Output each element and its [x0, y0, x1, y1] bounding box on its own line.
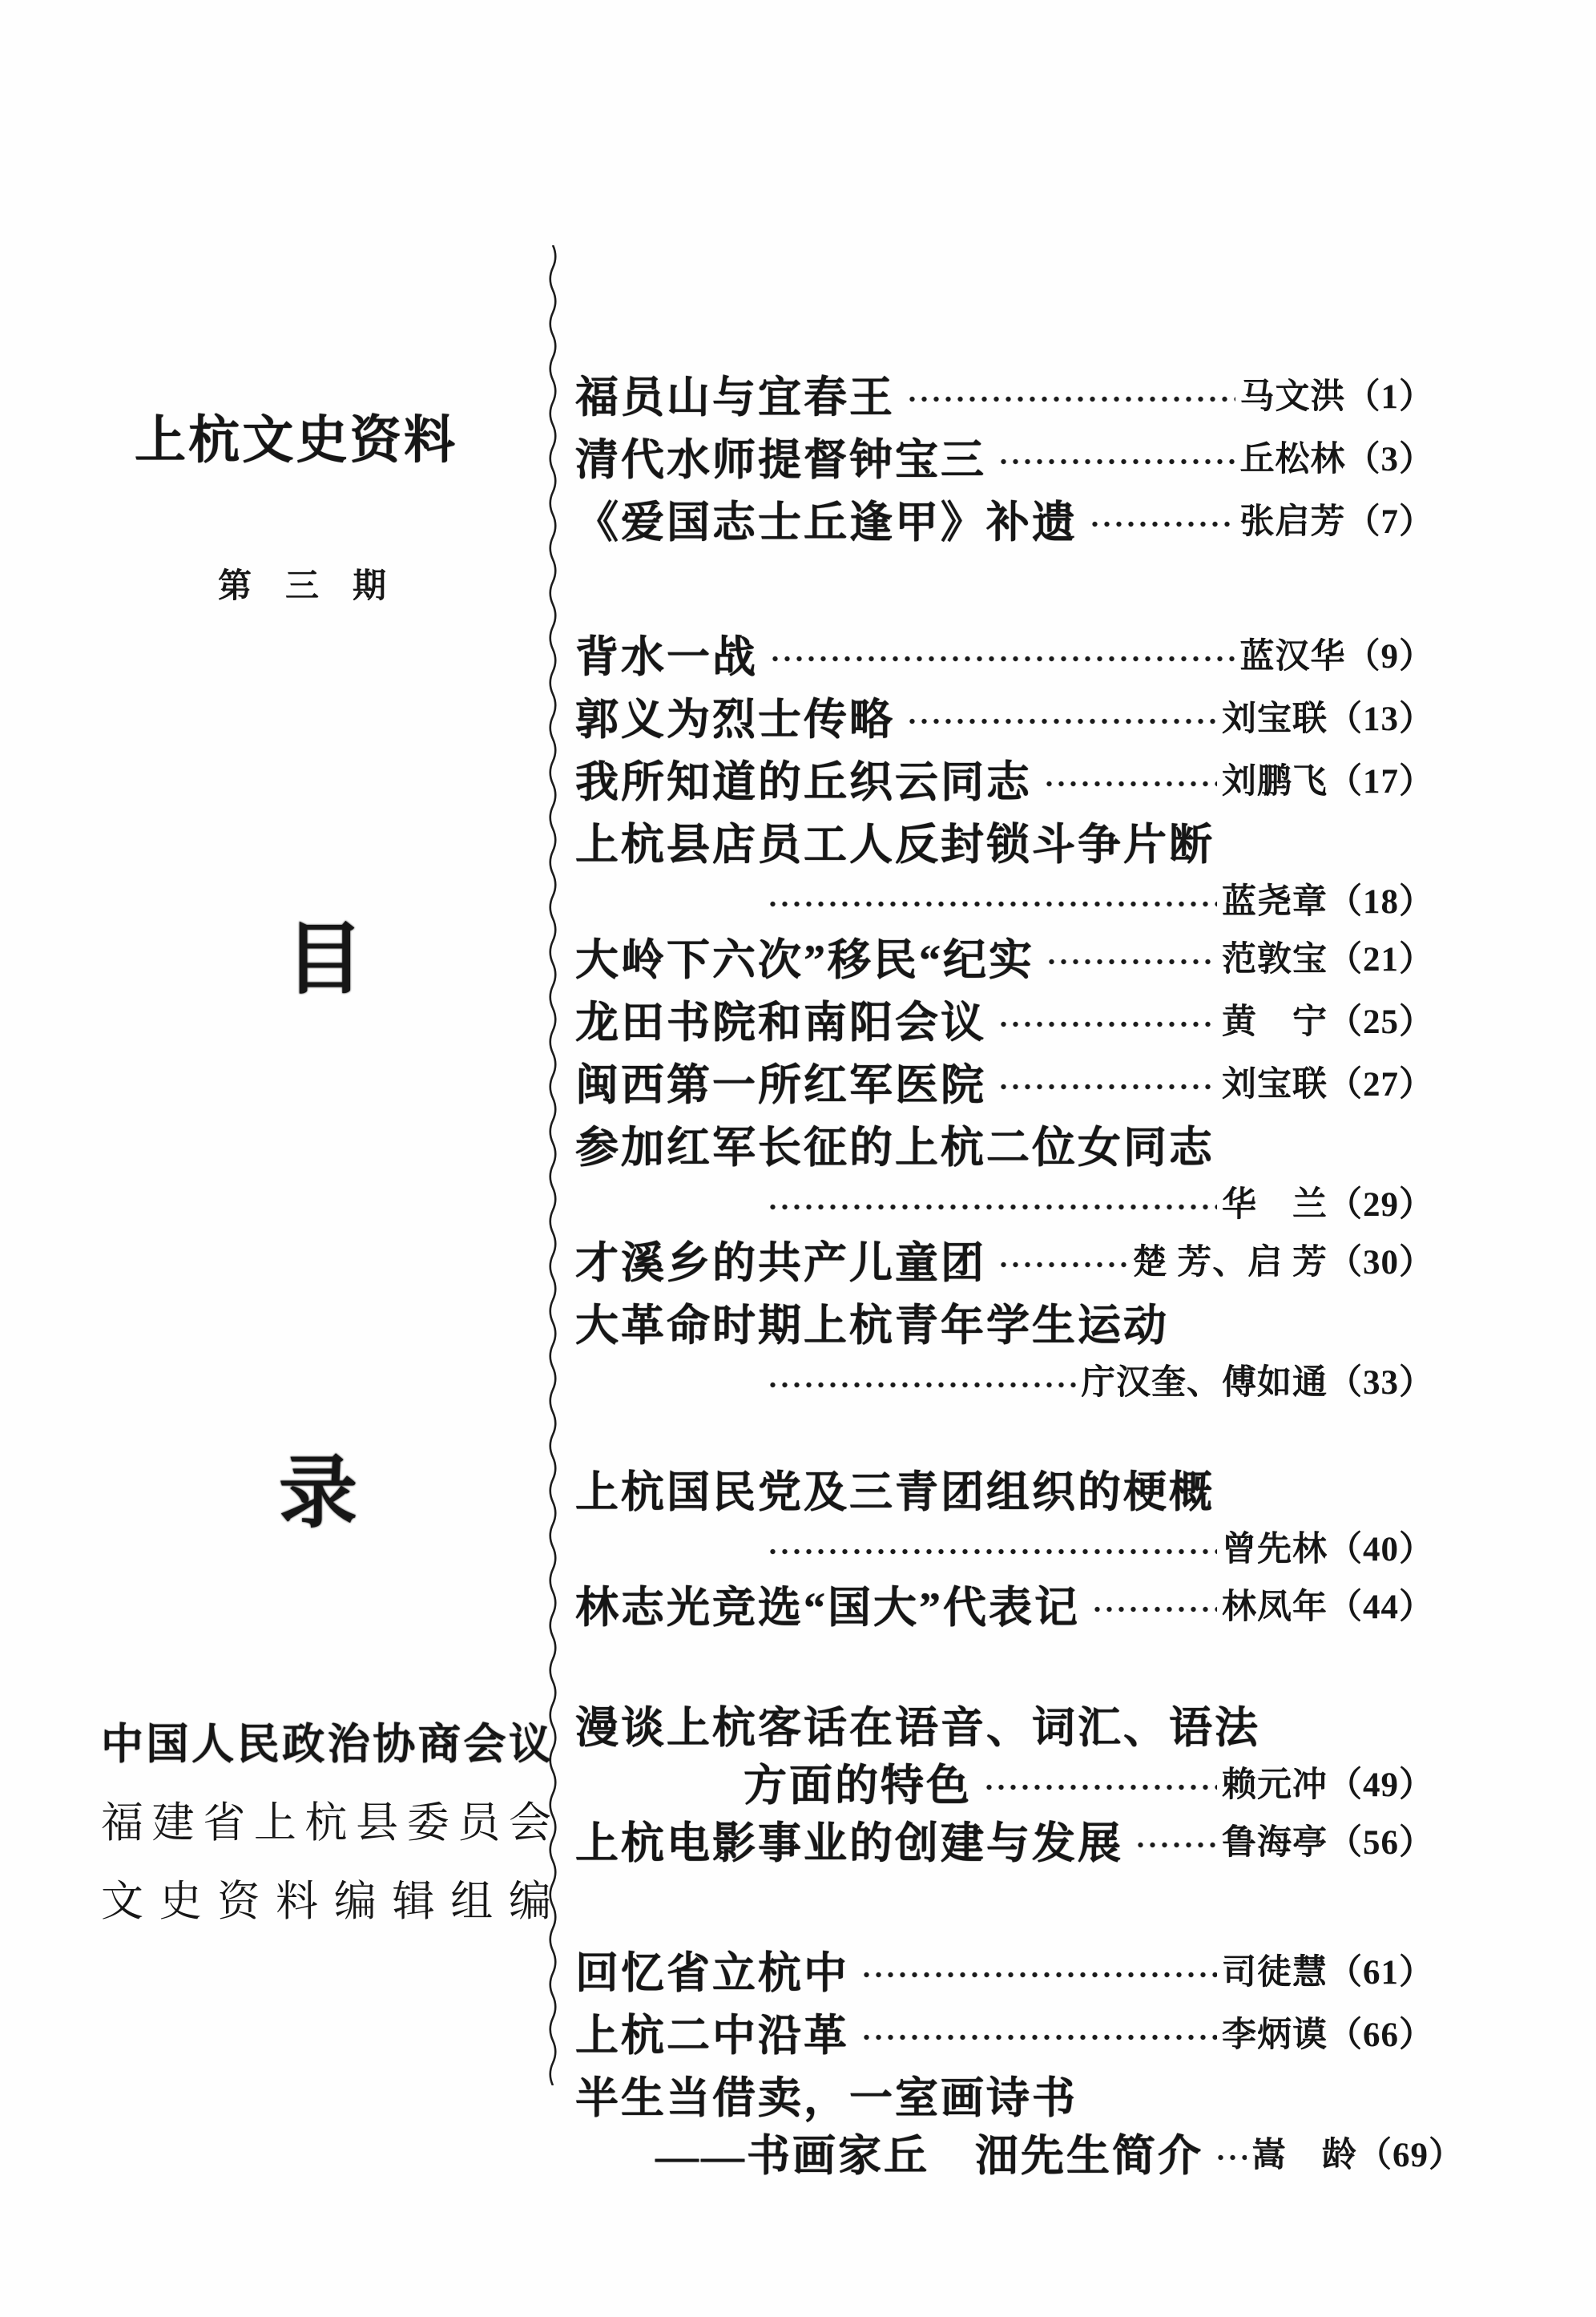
toc-entry-row	[575, 2000, 1434, 2063]
toc-entry-row	[575, 1808, 1434, 1871]
toc-entry	[575, 1228, 1434, 1290]
entry-author-page: 蓝尧章（18）	[1222, 882, 1434, 921]
toc-entry-continuation-row	[575, 1520, 1434, 1572]
toc-entry-row	[575, 1112, 1434, 1175]
publisher-line-2: 福建省上杭县委员会	[101, 1800, 551, 1847]
entry-author-page: 刘鹏飞（17）	[1222, 762, 1434, 801]
toc-entry-continuation-row	[575, 1175, 1434, 1228]
toc-entry	[575, 1457, 1434, 1572]
wavy-divider-line	[547, 245, 558, 2085]
entry-title: 龙田书院和南阳会议	[575, 998, 986, 1047]
toc-entry	[575, 684, 1434, 747]
entry-title: 才溪乡的共产儿童团	[575, 1238, 986, 1287]
toc-entry-row	[575, 747, 1434, 809]
entry-author-page: 张启芳（7）	[1239, 503, 1434, 541]
dot-leader	[1215, 2152, 1247, 2163]
entry-title: 《爱国志士丘逢甲》补遗	[575, 498, 1078, 547]
entry-title: ——书画家丘 沺先生简介	[655, 2131, 1203, 2180]
entry-title: 上杭国民党及三青团组织的梗概	[575, 1467, 1215, 1516]
dot-leader	[1091, 1604, 1217, 1615]
contents-character-mu: 目	[285, 917, 365, 1003]
entry-title: 大革命时期上杭青年学生运动	[575, 1301, 1169, 1350]
toc-entry-row	[575, 987, 1434, 1050]
entry-title: 闽西第一所红军医院	[575, 1060, 986, 1109]
entry-title: 大岭下六次”移民“纪实	[575, 935, 1034, 984]
entry-author-page: 赖元冲（49）	[1222, 1766, 1434, 1804]
dot-leader	[998, 1259, 1128, 1270]
toc-entry	[575, 1050, 1434, 1112]
dot-leader	[1043, 778, 1217, 789]
dot-leader	[983, 1782, 1217, 1793]
entry-author-page: 林凤年（44）	[1222, 1588, 1434, 1626]
entry-title: 林志光竞选“国大”代表记	[575, 1583, 1080, 1632]
entry-title: 上杭电影事业的创建与发展	[575, 1818, 1123, 1867]
toc-entry	[575, 809, 1434, 925]
entry-title: 方面的特色	[744, 1761, 972, 1810]
entry-author-page: 黄 宁（25）	[1222, 1003, 1434, 1041]
dot-leader	[769, 653, 1235, 664]
toc-entry	[575, 1290, 1434, 1406]
entry-author-page: 马文洪（1）	[1239, 377, 1434, 416]
entry-title: 漫谈上杭客话在语音、词汇、语法	[575, 1703, 1260, 1752]
toc-entry-row	[575, 1457, 1434, 1520]
publisher-block	[101, 1705, 551, 1941]
dot-leader	[767, 898, 1217, 910]
toc-list	[575, 362, 1464, 2180]
publication-title: 上杭文史资料	[135, 412, 455, 469]
dot-leader	[906, 394, 1235, 405]
entry-title: 回忆省立杭中	[575, 1948, 849, 1997]
toc-entry	[575, 622, 1434, 684]
dot-leader	[998, 1019, 1217, 1030]
toc-entry	[575, 1693, 1434, 1808]
toc-entry	[575, 1112, 1434, 1228]
contents-character-lu: 录	[279, 1451, 358, 1537]
toc-entry-row	[575, 1938, 1434, 2000]
dot-leader	[860, 1969, 1217, 1980]
toc-entry-continuation-row	[575, 872, 1434, 925]
entry-author-page: 刘宝联（13）	[1222, 700, 1434, 738]
dot-leader	[1046, 956, 1217, 967]
dot-leader	[1089, 519, 1235, 530]
toc-entry-row	[575, 622, 1434, 684]
entry-title: 参加红军长征的上杭二位女同志	[575, 1123, 1215, 1172]
entry-author-page: 李炳谟（66）	[1222, 2016, 1434, 2054]
toc-entry-row	[575, 925, 1434, 987]
toc-entry	[575, 487, 1434, 550]
toc-entry	[575, 1808, 1434, 1871]
entry-author-page: 丘松林（3）	[1239, 440, 1434, 478]
publisher-line-1: 中国人民政治协商会议	[101, 1722, 551, 1768]
toc-entry-row	[575, 2063, 1434, 2125]
entry-title: 背水一战	[575, 632, 758, 681]
toc-entry-row	[575, 362, 1434, 425]
toc-entry-continuation-row	[575, 1353, 1434, 1406]
entry-author-page: 范敦宝（21）	[1222, 940, 1434, 979]
toc-entry	[575, 1572, 1434, 1635]
dot-leader	[906, 716, 1217, 727]
entry-author-page: 楚 芳、启 芳（30）	[1132, 1243, 1434, 1282]
entry-title: 上杭县店员工人反封锁斗争片断	[575, 820, 1215, 869]
toc-entry	[575, 925, 1434, 987]
entry-title: 清代水师提督钟宝三	[575, 435, 986, 484]
toc-entry	[575, 2063, 1464, 2180]
toc-entry-row	[575, 1290, 1434, 1353]
toc-entry	[575, 747, 1434, 809]
dot-leader	[998, 1081, 1217, 1092]
entry-author-page: 司徒慧（61）	[1222, 1953, 1434, 1992]
toc-entry	[575, 2000, 1434, 2063]
dot-leader	[767, 1546, 1217, 1557]
dot-leader	[860, 2032, 1217, 2043]
dot-leader	[767, 1201, 1217, 1213]
entry-author-page: 蓝汉华（9）	[1239, 637, 1434, 676]
dot-leader	[767, 1379, 1076, 1391]
dot-leader	[998, 456, 1235, 467]
entry-title: 我所知道的丘织云同志	[575, 757, 1032, 806]
toc-entry-row	[575, 1228, 1434, 1290]
entry-title: 上杭二中沿革	[575, 2011, 849, 2060]
toc-entry-row	[575, 1572, 1434, 1635]
entry-title: 福员山与宜春王	[575, 373, 895, 422]
toc-entry-row	[575, 684, 1434, 747]
toc-entry-continuation-row	[575, 1755, 1434, 1808]
entry-author-page: 曾先林（40）	[1222, 1530, 1434, 1568]
toc-entry-row	[575, 1050, 1434, 1112]
entry-author-page: 嵩 龄（69）	[1251, 2136, 1464, 2174]
publisher-line-3: 文史资料编辑组编	[101, 1879, 551, 1925]
entry-author-page: 庁汉奎、傅如通（33）	[1081, 1363, 1434, 1402]
toc-entry-row	[575, 487, 1434, 550]
issue-number: 第 三 期	[218, 568, 387, 605]
toc-entry-continuation-row	[575, 2125, 1464, 2180]
toc-entry-row	[575, 1693, 1434, 1755]
toc-entry	[575, 987, 1434, 1050]
entry-author-page: 华 兰（29）	[1222, 1185, 1434, 1224]
entry-author-page: 鲁海亭（56）	[1222, 1823, 1434, 1862]
entry-author-page: 刘宝联（27）	[1222, 1065, 1434, 1104]
toc-entry	[575, 362, 1434, 425]
entry-title: 半生当借卖，一室画诗书	[575, 2073, 1078, 2122]
toc-entry	[575, 425, 1434, 487]
toc-entry-row	[575, 809, 1434, 872]
dot-leader	[1135, 1839, 1217, 1851]
toc-entry	[575, 1938, 1434, 2000]
toc-entry-row	[575, 425, 1434, 487]
entry-title: 郭义为烈士传略	[575, 695, 895, 744]
